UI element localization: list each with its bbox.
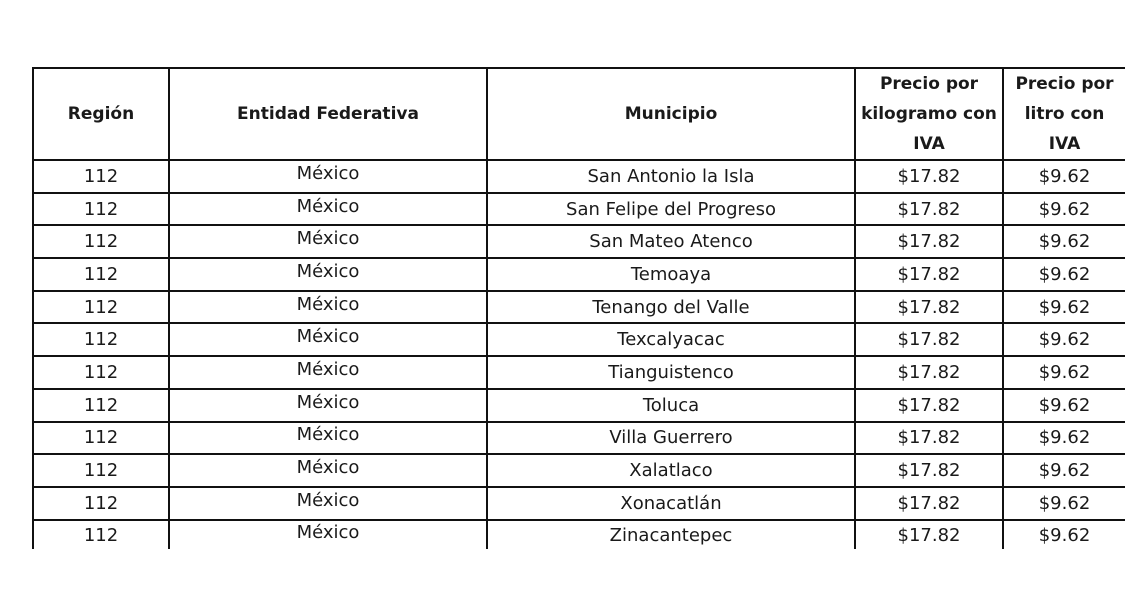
price-table-container	[32, 67, 1125, 549]
cell-region: 112	[33, 323, 169, 356]
table-row	[33, 487, 1125, 520]
header-entidad-federativa: Entidad Federativa	[169, 68, 487, 160]
cell-precio-kilogramo: $17.82	[855, 389, 1003, 422]
cell-precio-kilogramo: $17.82	[855, 225, 1003, 258]
cell-municipio: Xalatlaco	[487, 454, 855, 487]
cell-entidad-federativa	[169, 258, 487, 291]
cell-precio-kilogramo: $17.82	[855, 487, 1003, 520]
cell-region: 112	[33, 454, 169, 487]
cell-municipio: San Antonio la Isla	[487, 160, 855, 193]
cell-region: 112	[33, 389, 169, 422]
cell-municipio: Xonacatlán	[487, 487, 855, 520]
header-municipio: Municipio	[487, 68, 855, 160]
cell-entidad-text: México	[296, 162, 360, 184]
cell-region: 112	[33, 487, 169, 520]
table-row	[33, 193, 1125, 226]
cell-entidad-federativa	[169, 160, 487, 193]
cell-precio-kilogramo: $17.82	[855, 258, 1003, 291]
cell-entidad-text: México	[296, 326, 360, 348]
table-body	[33, 160, 1125, 549]
cell-entidad-federativa	[169, 454, 487, 487]
cell-precio-litro: $9.62	[1003, 225, 1125, 258]
cell-precio-litro: $9.62	[1003, 422, 1125, 455]
table-row	[33, 454, 1125, 487]
cell-municipio: Texcalyacac	[487, 323, 855, 356]
cell-precio-kilogramo: $17.82	[855, 454, 1003, 487]
cell-precio-kilogramo: $17.82	[855, 422, 1003, 455]
header-precio-kilogramo: Precio por kilogramo con IVA	[855, 68, 1003, 160]
cell-entidad-text: México	[296, 260, 360, 282]
cell-precio-kilogramo: $17.82	[855, 323, 1003, 356]
table-row	[33, 258, 1125, 291]
cell-precio-litro: $9.62	[1003, 193, 1125, 226]
cell-entidad-text: México	[296, 522, 360, 544]
cell-precio-kilogramo: $17.82	[855, 193, 1003, 226]
cell-precio-litro: $9.62	[1003, 389, 1125, 422]
cell-precio-kilogramo: $17.82	[855, 520, 1003, 549]
cell-precio-kilogramo: $17.82	[855, 291, 1003, 324]
cell-municipio: Tenango del Valle	[487, 291, 855, 324]
cell-entidad-text: México	[296, 424, 360, 446]
cell-entidad-federativa	[169, 520, 487, 549]
price-table	[32, 67, 1125, 549]
cell-entidad-federativa	[169, 291, 487, 324]
cell-entidad-federativa	[169, 422, 487, 455]
table-row	[33, 356, 1125, 389]
cell-precio-litro: $9.62	[1003, 454, 1125, 487]
cell-entidad-text: México	[296, 358, 360, 380]
cell-region: 112	[33, 225, 169, 258]
cell-precio-kilogramo: $17.82	[855, 160, 1003, 193]
cell-entidad-federativa	[169, 356, 487, 389]
table-row	[33, 225, 1125, 258]
cell-entidad-text: México	[296, 228, 360, 250]
cell-precio-litro: $9.62	[1003, 356, 1125, 389]
table-row	[33, 520, 1125, 549]
header-precio-litro: Precio por litro con IVA	[1003, 68, 1125, 160]
cell-region: 112	[33, 520, 169, 549]
cell-entidad-text: México	[296, 293, 360, 315]
table-row	[33, 160, 1125, 193]
table-row	[33, 291, 1125, 324]
table-row	[33, 389, 1125, 422]
table-header-row	[33, 68, 1125, 160]
cell-entidad-federativa	[169, 225, 487, 258]
cell-municipio: Toluca	[487, 389, 855, 422]
cell-region: 112	[33, 258, 169, 291]
table-row	[33, 422, 1125, 455]
cell-precio-litro: $9.62	[1003, 520, 1125, 549]
cell-precio-litro: $9.62	[1003, 323, 1125, 356]
cell-municipio: Villa Guerrero	[487, 422, 855, 455]
cell-region: 112	[33, 291, 169, 324]
cell-precio-litro: $9.62	[1003, 487, 1125, 520]
cell-region: 112	[33, 193, 169, 226]
cell-municipio: San Felipe del Progreso	[487, 193, 855, 226]
cell-entidad-federativa	[169, 389, 487, 422]
cell-municipio: San Mateo Atenco	[487, 225, 855, 258]
cell-precio-litro: $9.62	[1003, 291, 1125, 324]
header-region: Región	[33, 68, 169, 160]
cell-precio-litro: $9.62	[1003, 258, 1125, 291]
cell-entidad-federativa	[169, 487, 487, 520]
cell-entidad-text: México	[296, 457, 360, 479]
cell-region: 112	[33, 422, 169, 455]
table-row	[33, 323, 1125, 356]
cell-precio-kilogramo: $17.82	[855, 356, 1003, 389]
cell-entidad-text: México	[296, 489, 360, 511]
cell-entidad-federativa	[169, 193, 487, 226]
cell-region: 112	[33, 160, 169, 193]
cell-municipio: Temoaya	[487, 258, 855, 291]
cell-entidad-text: México	[296, 195, 360, 217]
cell-precio-litro: $9.62	[1003, 160, 1125, 193]
cell-municipio: Tianguistenco	[487, 356, 855, 389]
cell-region: 112	[33, 356, 169, 389]
cell-municipio: Zinacantepec	[487, 520, 855, 549]
cell-entidad-federativa	[169, 323, 487, 356]
cell-entidad-text: México	[296, 391, 360, 413]
